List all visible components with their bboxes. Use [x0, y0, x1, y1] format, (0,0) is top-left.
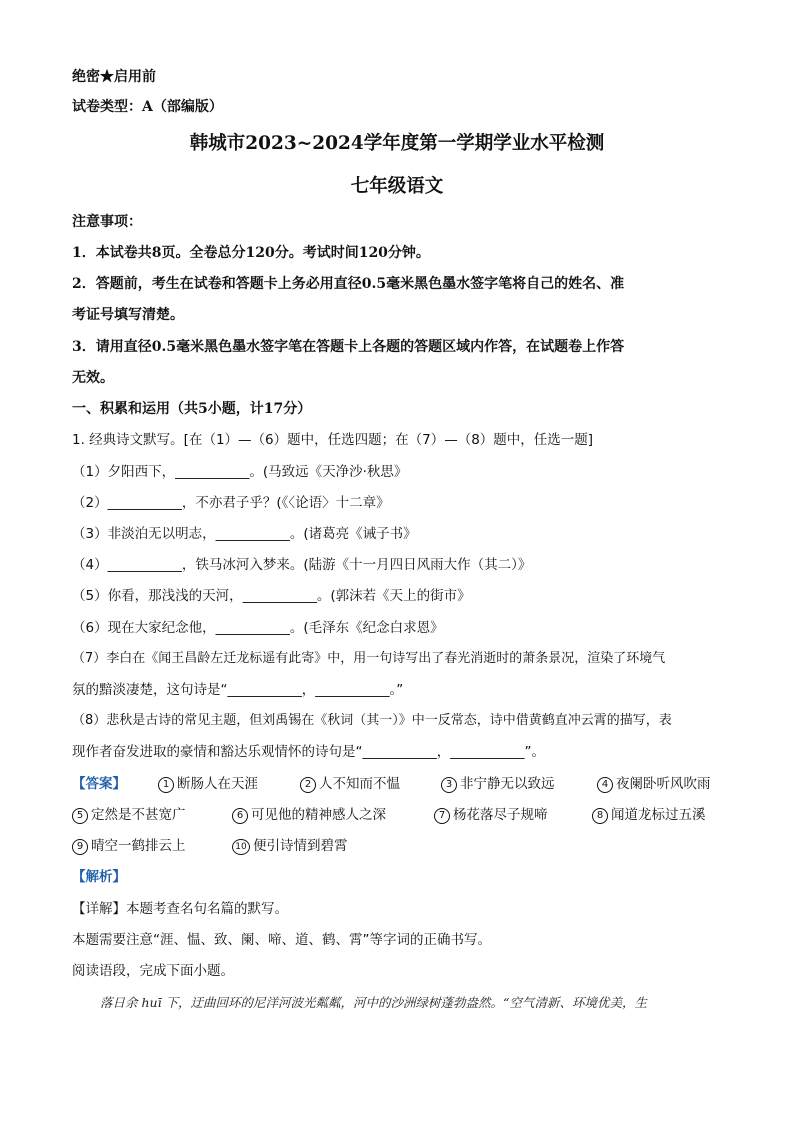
analysis-label: 【解析】 — [72, 869, 126, 885]
answer-item — [597, 774, 711, 794]
answer-item — [72, 836, 186, 856]
analysis-note: 本题需要注意“涯、愠、致、阑、啼、道、鹤、霄”等字词的正确书写。 — [72, 932, 491, 948]
notice-item-2-line-2: 考证号填写清楚。 — [72, 307, 184, 323]
answer-number: 8 — [592, 808, 608, 824]
notice-heading: 注意事项： — [72, 214, 142, 230]
analysis-detail: 【详解】本题考查名句名篇的默写。 — [72, 901, 288, 917]
answer-number: 5 — [72, 808, 88, 824]
answer-text: 断肠人在天涯 — [177, 776, 258, 792]
answer-text: 闻道龙标过五溪 — [611, 807, 706, 823]
answer-text: 可见他的精神感人之深 — [251, 807, 386, 823]
question-item: （3）非淡泊无以明志，___________。(诸葛亮《诫子书》 — [72, 526, 417, 542]
question-item: （7）李白在《闻王昌龄左迁龙标遥有此寄》中，用一句诗写出了春光消逝时的萧条景况，渲染了环境气 — [72, 651, 666, 666]
question-item: 现作者奋发进取的豪情和豁达乐观情怀的诗句是“___________，___________”。 — [72, 744, 545, 760]
question-item: （2）___________，不亦君子乎？(《〈论语〉十二章》 — [72, 495, 390, 511]
answer-item — [158, 774, 258, 794]
notice-item-3-line-2: 无效。 — [72, 370, 114, 386]
reading-instruction: 阅读语段，完成下面小题。 — [72, 963, 234, 979]
answer-item — [232, 836, 348, 856]
question-item: （5）你看，那浅浅的天河，___________。(郭沫若《天上的街市》 — [72, 588, 471, 604]
answer-label: 【答案】 — [72, 776, 126, 792]
answer-number: 7 — [434, 808, 450, 824]
answer-item — [232, 805, 386, 825]
answer-text: 人不知而不愠 — [319, 776, 400, 792]
answer-number: 1 — [158, 777, 174, 793]
answer-item — [72, 805, 186, 825]
question-item: （6）现在大家纪念他，___________。(毛泽东《纪念白求恩》 — [72, 620, 444, 636]
secret-label: 绝密★启用前 — [72, 69, 156, 85]
answer-text: 杨花落尽子规啼 — [453, 807, 548, 823]
answer-number: 2 — [300, 777, 316, 793]
question-item: 氛的黯淡凄楚，这句诗是“___________，___________。” — [72, 682, 404, 698]
answer-item — [441, 774, 555, 794]
reading-passage: 落日余 huī 下，迂曲回环的尼洋河波光粼粼，河中的沙洲绿树蓬勃盎然。“空气清新、环境优美，生 — [100, 995, 647, 1010]
answer-text: 便引诗情到碧霄 — [253, 838, 348, 854]
paper-type: 试卷类型：A（部编版） — [72, 99, 223, 115]
section-heading: 一、积累和运用（共5小题，计17分） — [72, 401, 312, 417]
answer-number: 9 — [72, 839, 88, 855]
question-item: （4）___________，铁马冰河入梦来。(陆游《十一月四日风雨大作（其二）》 — [72, 557, 532, 573]
notice-item-1: 1．本试卷共8页。全卷总分120分。考试时间120分钟。 — [72, 245, 430, 261]
answer-item — [434, 805, 548, 825]
answer-text: 非宁静无以致远 — [460, 776, 555, 792]
answer-text: 夜阑卧听风吹雨 — [616, 776, 711, 792]
notice-item-3-line-1: 3．请用直径0.5毫米黑色墨水签字笔在答题卡上各题的答题区域内作答，在试题卷上作答 — [72, 339, 625, 355]
notice-item-2-line-1: 2．答题前，考生在试卷和答题卡上务必用直径0.5毫米黑色墨水签字笔将自己的姓名、准 — [72, 276, 625, 292]
question-item: （1）夕阳西下，___________。(马致远《天净沙·秋思》 — [72, 464, 408, 480]
exam-subtitle: 七年级语文 — [350, 176, 444, 197]
answer-item — [300, 774, 400, 794]
question-stem: 1. 经典诗文默写。[在（1）—（6）题中，任选四题；在（7）—（8）题中，任选一题] — [72, 432, 594, 448]
answer-number: 3 — [441, 777, 457, 793]
answer-number: 10 — [232, 839, 250, 855]
answer-text: 定然是不甚宽广 — [91, 807, 186, 823]
question-item: （8）悲秋是古诗的常见主题，但刘禹锡在《秋词（其一）》中一反常态，诗中借黄鹤直冲云霄的描写，表 — [72, 713, 672, 728]
answer-text: 晴空一鹤排云上 — [91, 838, 186, 854]
answer-number: 4 — [597, 777, 613, 793]
answer-number: 6 — [232, 808, 248, 824]
exam-title: 韩城市2023~2024学年度第一学期学业水平检测 — [189, 133, 605, 154]
answer-item — [592, 805, 706, 825]
